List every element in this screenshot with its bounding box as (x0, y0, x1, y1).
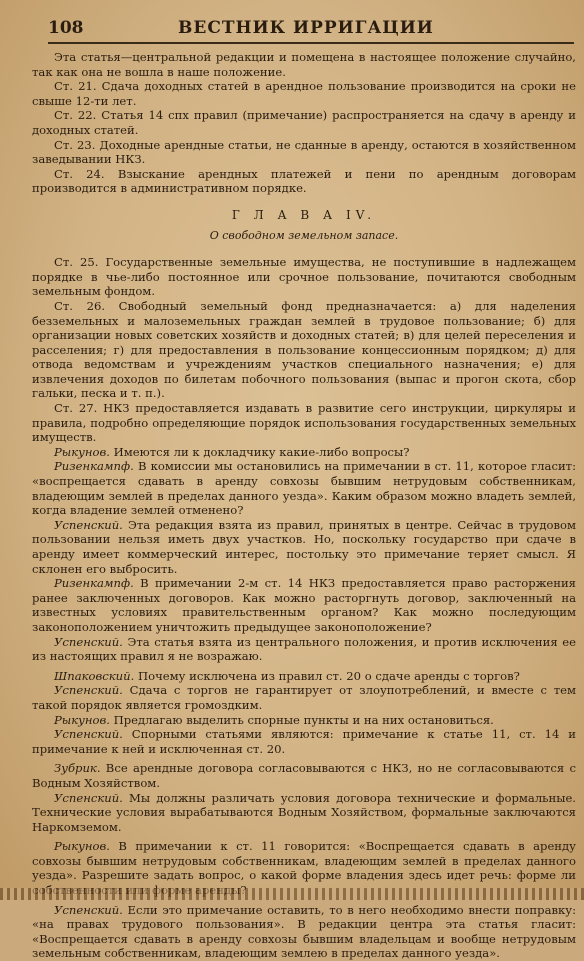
article-21: Ст. 21. Сдача доходных статей в арендное пользование производится на сроки не свыше 12-ти лет. (32, 79, 576, 108)
remark (32, 459, 576, 517)
remark (32, 635, 576, 664)
page-header (48, 14, 574, 44)
speaker-name: Рыкунов. (54, 444, 110, 459)
article-25: Ст. 25. Государственные земельные имущества, не поступившие в надлежащем порядке в чье-либо постоянное или срочное пользование, почитаются свободным земельным фондом. (32, 255, 576, 299)
remark (32, 791, 576, 835)
paragraph: Эта статья—центральной редакции и помещена в настоящее положение случайно, так как она не вошла в наше положение. (32, 50, 576, 79)
article-23: Ст. 23. Доходные арендные статьи, не сданные в аренду, остаются в хозяйственном заведывании НКЗ. (32, 137, 576, 167)
article-27: Ст. 27. НКЗ предоставляется издавать в развитие сего инструкции, циркуляры и правила, подробно определяющие порядок использования государственных земельных имуществ. (32, 401, 576, 445)
speaker-name: Успенский. (54, 727, 123, 742)
speaker-name: Шпаковский. (54, 668, 135, 683)
remark (32, 669, 576, 684)
chapter-title: Г Л А В А IV. (231, 207, 377, 222)
remark-text: Все арендные договора согласовываются с НКЗ, но не согласовываются с Водным Хозяйством. (32, 761, 576, 790)
speaker-name: Зубрик. (54, 761, 101, 776)
speaker-name: Успенский. (54, 517, 123, 532)
speaker-name: Рыкунов. (54, 712, 110, 727)
speaker-name: Успенский. (54, 634, 123, 649)
speaker-name: Успенский. (54, 790, 123, 805)
remark-text: Предлагаю выделить спорные пункты и на них остановиться. (109, 712, 494, 727)
remark (32, 445, 576, 460)
speaker-name: Ризенкампф. (54, 576, 134, 591)
remark-text: В комиссии мы остановились на примечании в ст. 11, которое гласит: «воспрещается сдавать в аренду совхозы бывшим нетрудовым собственникам, владеющим землей в пределах данного уезда». Каким образом можно владеть землей, когда владение землей отменено? (32, 459, 576, 518)
remark-text: Спорными статьями являются: примечание к статье 11, ст. 14 и примечание к ней и исключенная ст. 20. (32, 727, 576, 756)
page-body (32, 50, 576, 961)
speaker-name: Успенский. (54, 683, 123, 698)
article-24: Ст. 24. Взыскание арендных платежей и пени по арендным договорам производится в административном порядке. (32, 166, 576, 196)
bottom-border (0, 888, 584, 900)
remark (32, 683, 576, 712)
remark (32, 576, 576, 634)
chapter-subtitle: О свободном земельном запасе. (209, 228, 399, 242)
remark (32, 518, 576, 576)
remark-text: Имеются ли к докладчику какие-либо вопросы? (109, 444, 410, 459)
remark-text: В примечании 2-м ст. 14 НКЗ предоставляется право расторжения ранее заключенных договоров. Как можно расторгнуть договор, заключенный на известных условиях правительственным органом? Как можно последующим законоположением уничтожить предыдущее законоположение? (32, 576, 576, 634)
speaker-name: Ризенкампф. (54, 459, 134, 474)
page-number: 108 (48, 18, 84, 38)
remark-text: Почему исключена из правил ст. 20 о сдаче аренды с торгов? (134, 668, 520, 683)
discussion (32, 445, 576, 961)
remark (32, 713, 576, 728)
article-26: Ст. 26. Свободный земельный фонд предназначается: а) для наделения безземельных и малоземельных граждан землей в трудовое пользование; б) для организации новых советских хозяйств и доходных статей; в) для целей переселения и расселения; г) для предоставления в пользование концессионным порядком; д) для отвода ведомствам и учреждениям участков специального назначения; е) для извлечения доходов по билетам побочного пользования (выпас и прогон скота, сбор гальки, песка и т. п.). (32, 298, 576, 401)
remark-text: Мы должны различать условия договора технические и формальные. Технические условия вырабатываются Водным Хозяйством, формальные заключаются Наркомземом. (32, 790, 576, 834)
remark-text: Эта редакция взята из правил, принятых в центре. Сейчас в трудовом пользовании нельзя иметь двух участков. Но, поскольку государство при сдаче в аренду имеет коммерческий интерес, постольку это примечание теряет смысл. Я склонен его выбросить. (32, 517, 576, 576)
remark-text: В примечании к ст. 11 говорится: «Воспрещается сдавать в аренду совхозы бывшим нетрудовым собственникам, владеющим землей в пределах данного уезда». Разрешите задать вопрос, о какой форме владения здесь идет речь: форме ли (32, 839, 576, 883)
speaker-name: Рыкунов. (54, 839, 110, 854)
remark (32, 903, 576, 961)
remark-text: Сдача с торгов не гарантирует от злоупотреблений, и вместе с тем такой порядок является громоздким. (32, 683, 576, 712)
remark-text: Эта статья взята из центрального положения, и против исключения ее из настоящих правил я не возражаю. (32, 634, 576, 664)
remark-text: Если это примечание оставить, то в него необходимо внести поправку: «на правах трудового пользования». В редакции центра эта статья гласит: «Воспрещается сдавать в аренду совхозы бывшим владельцам и вообще нетрудовым земельным собственникам, владеющим землею в пределах данного уезда». (32, 902, 576, 961)
article-22: Ст. 22. Статья 14 спх правил (примечание) распространяется на сдачу в аренду и доходных статей. (32, 108, 576, 137)
remark (32, 727, 576, 756)
speaker-name: Успенский. (54, 902, 123, 917)
journal-title: ВЕСТНИК ИРРИГАЦИИ (178, 18, 434, 38)
remark (32, 761, 576, 790)
